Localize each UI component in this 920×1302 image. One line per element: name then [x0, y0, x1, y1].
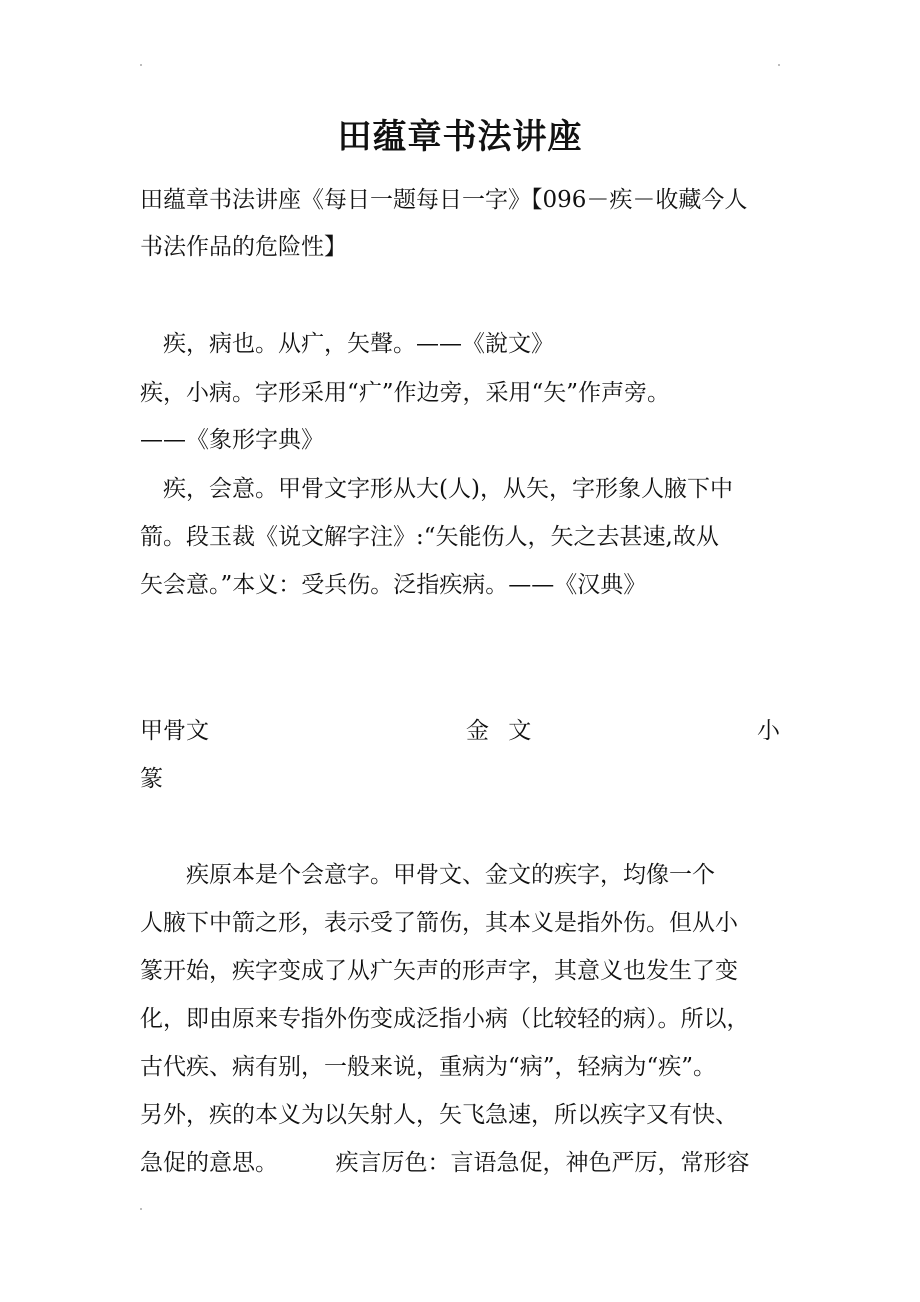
body-line: 急促的意思。 疾言厉色：言语急促，神色严厉，常形容 — [140, 1150, 750, 1176]
body-line: 篆开始，疾字变成了从疒矢声的形声字，其意义也发生了变 — [140, 958, 738, 984]
definition-line: 疾，病也。从疒，矢聲。——《說文》 — [140, 331, 554, 357]
body-line: 化，即由原来专指外伤变成泛指小病（比较轻的病）。所以， — [140, 1006, 750, 1032]
definition-line: 疾，小病。字形采用“疒”作边旁，采用“矢”作声旁。 — [140, 380, 671, 406]
definition-line: 矢会意。”本义：受兵伤。泛指疾病。——《汉典》 — [140, 572, 647, 598]
seal-script-label: 小 — [757, 718, 780, 744]
body-line: 人腋下中箭之形，表示受了箭伤，其本义是指外伤。但从小 — [140, 910, 738, 936]
body-line: 另外，疾的本义为以矢射人，矢飞急速，所以疾字又有快、 — [140, 1102, 738, 1128]
page-title: 田蕴章书法讲座 — [337, 117, 583, 157]
seal-script-label-continued: 篆 — [140, 766, 163, 792]
definition-line: 疾，会意。甲骨文字形从大(人)，从矢，字形象人腋下中 — [140, 476, 733, 502]
body-line: 古代疾、病有别，一般来说，重病为“病”，轻病为“疾”。 — [140, 1054, 717, 1080]
corner-mark — [140, 1208, 142, 1210]
body-line: 疾原本是个会意字。甲骨文、金文的疾字，均像一个 — [140, 862, 715, 888]
corner-mark — [778, 64, 780, 66]
subtitle-line: 书法作品的危险性】 — [140, 234, 347, 260]
definition-line: ——《象形字典》 — [140, 427, 324, 453]
subtitle-line: 田蕴章书法讲座《每日一题每日一字》【096－疾－收藏今人 — [140, 187, 748, 213]
oracle-script-label: 甲骨文 — [140, 718, 209, 744]
bronze-script-label: 金 文 — [466, 718, 538, 744]
definition-line: 箭。段玉裁《说文解字注》:“矢能伤人，矢之去甚速,故从 — [140, 524, 719, 550]
corner-mark — [140, 64, 142, 66]
